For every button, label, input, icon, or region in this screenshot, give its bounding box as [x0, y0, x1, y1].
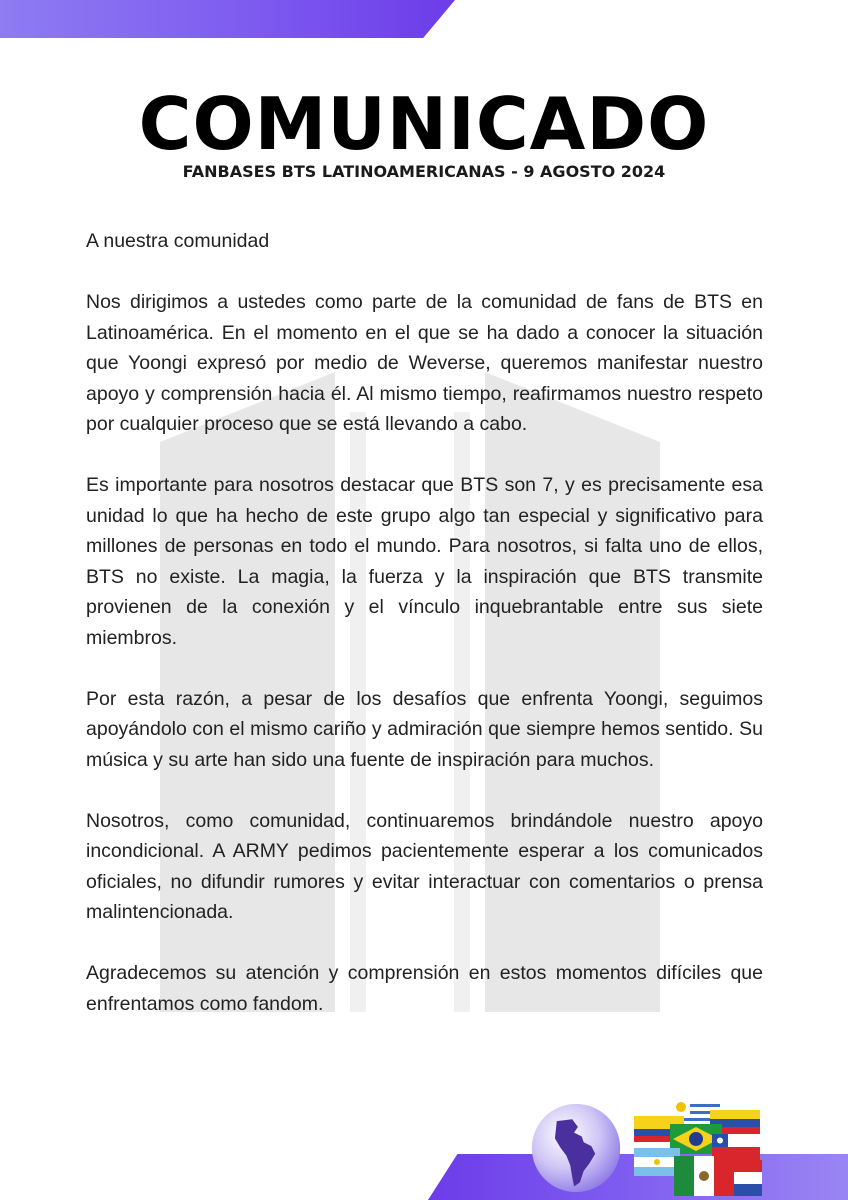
top-banner — [0, 0, 455, 38]
paragraph-2: Es importante para nosotros destacar que BTS son 7, y es precisamente esa unidad lo que ha hecho de este grupo algo tan especial y significativo para millones de personas en todo el mundo. Para nosotros, si falta uno de ellos, BTS no existe. La magia, la fuerza y la inspiración que BTS transmite provienen de la conexión y el vínculo inquebrantable entre sus siete miembros. — [86, 474, 763, 649]
paragraph-5: Agradecemos su atención y comprensión en estos momentos difíciles que enfrentamos como fandom. — [86, 962, 763, 1015]
page-title: COMUNICADO — [138, 82, 710, 166]
latin-american-flags-icon — [632, 1096, 764, 1200]
latin-america-globe-icon — [528, 1100, 624, 1196]
greeting: A nuestra comunidad — [86, 230, 270, 252]
page-subtitle: FANBASES BTS LATINOAMERICANAS - 9 AGOSTO 2024 — [182, 162, 666, 181]
document-body — [86, 226, 763, 1050]
paragraph-3: Por esta razón, a pesar de los desafíos que enfrenta Yoongi, seguimos apoyándolo con el mismo cariño y admiración que siempre hemos sentido. Su música y su arte han sido una fuente de inspiración para muchos. — [86, 687, 763, 771]
paragraph-4: Nosotros, como comunidad, continuaremos brindándole nuestro apoyo incondicional. A ARMY pedimos pacientemente esperar a los comunicados oficiales, no difundir rumores y evitar interactuar con comentarios o prensa malintencionada. — [86, 809, 763, 923]
paragraph-1: Nos dirigimos a ustedes como parte de la comunidad de fans de BTS en Latinoamérica. En el momento en el que se ha dado a conocer la situación que Yoongi expresó por medio de Weverse, queremos manifestar nuestro apoyo y comprensión hacia él. Al mismo tiempo, reafirmamos nuestro respeto por cualquier proceso que se está llevando a cabo. — [86, 291, 763, 435]
